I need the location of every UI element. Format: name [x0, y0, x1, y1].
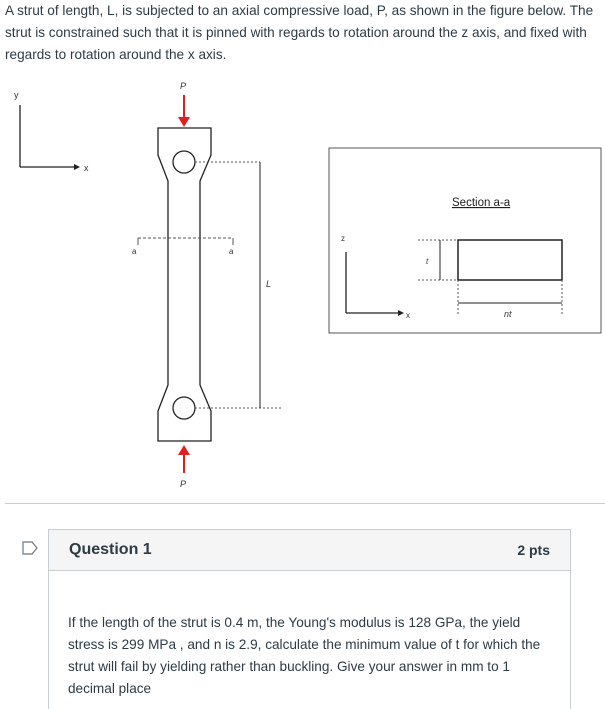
section-mark-left: a	[132, 247, 137, 256]
question-header	[49, 530, 570, 571]
axis-z-label: z	[341, 234, 345, 243]
length-label: L	[266, 279, 272, 289]
section-divider	[5, 503, 605, 504]
axis-y-label: y	[14, 90, 19, 100]
flag-question-icon[interactable]	[22, 541, 38, 555]
thickness-label: t	[426, 257, 429, 266]
top-pin-icon	[173, 151, 195, 173]
axis-x2-label: x	[406, 311, 410, 320]
strut	[158, 128, 283, 441]
problem-statement: A strut of length, L, is subjected to an axial compressive load, P, as shown in the figure below. The strut is constrained such that it is pinned with regards to rotation around the z axis, and fixed with regards to rotation around the x axis.	[5, 3, 594, 62]
yx-axes	[14, 90, 89, 173]
bottom-load-arrow-icon	[178, 445, 190, 473]
section-title: Section a-a	[452, 197, 511, 209]
axis-x-label: x	[84, 163, 89, 173]
load-top-label: P	[180, 81, 187, 91]
load-bottom-label: P	[180, 479, 187, 489]
strut-figure	[0, 75, 605, 495]
question-points: 2 pts	[517, 542, 550, 558]
section-mark-right: a	[229, 247, 234, 256]
top-load-arrow-icon	[178, 95, 190, 127]
question-card	[48, 529, 571, 709]
bottom-pin-icon	[173, 397, 195, 419]
question-title: Question 1	[69, 541, 152, 558]
question-text: If the length of the strut is 0.4 m, the Young's modulus is 128 GPa, the yield stress is 299 MPa , and n is 2.9, calculate the minimum value of t for which the strut will fail by yielding rather than buckling. Give your answer in mm to 1 decimal place	[68, 615, 541, 696]
width-label: nt	[504, 309, 512, 319]
